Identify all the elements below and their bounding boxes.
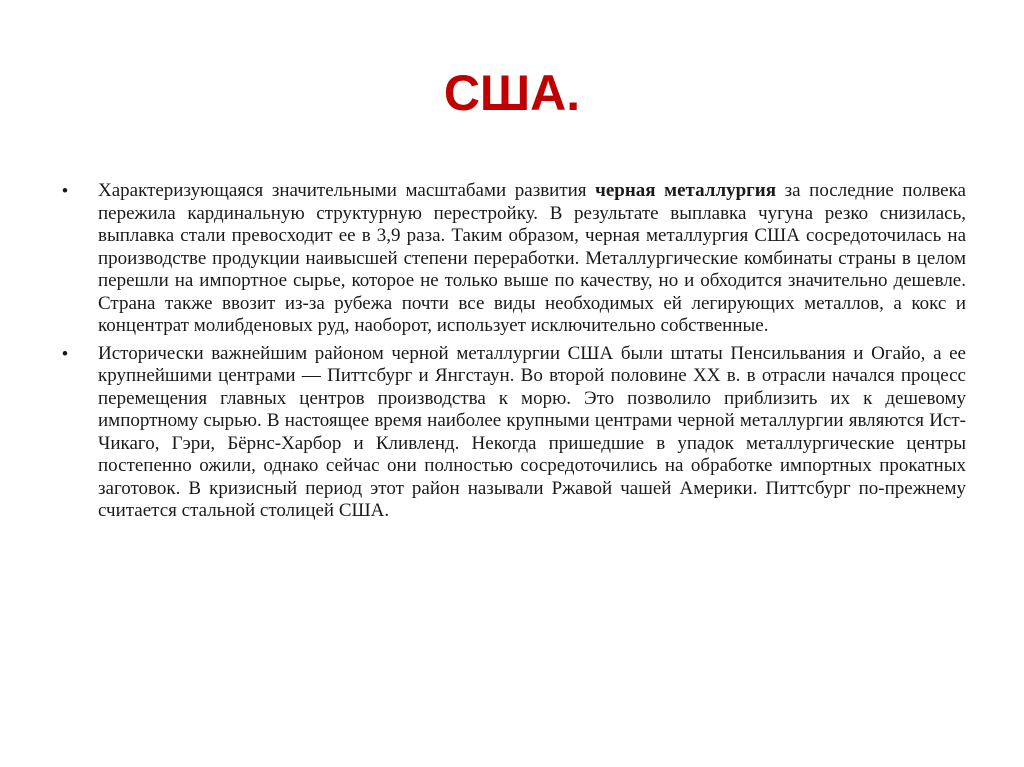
bullet-text-rest: за последние полвека пережила кардинальную структурную перестройку. В результате выплавка чугуна резко снизилась, выплавка стали превосходит ее в 3,9 раза. Таким образом, черная металлургия США сосредоточилась на производстве продукции наивысшей степени переработки. Металлургические комбинаты страны в целом перешли на импортное сырье, которое не только выше по качеству, но и обходится значительно дешевле. Страна также ввозит из-за рубежа почти все виды необходимых ей легирующих металлов, а кокс и концентрат молибденовых руд, наоборот, использует исключительно собственные. — [98, 180, 966, 336]
bullet-item-metallurgy-restructuring — [62, 180, 966, 338]
slide-title: США. — [443, 65, 581, 121]
bullet-icon: • — [62, 181, 68, 200]
bullet-text-intro: Характеризующаяся значительными масштабами развития — [98, 180, 596, 201]
bullet-text — [98, 180, 966, 338]
bullet-item-metallurgy-regions — [62, 343, 966, 523]
bullet-icon: • — [62, 343, 68, 363]
bullet-text-emphasis: черная металлургия — [595, 180, 777, 201]
bullet-text: Исторически важнейшим районом черной металлургии США были штаты Пенсильвания и Огайо, а ее крупнейшими центрами — Питтсбург и Янгстаун. Во второй половине XX в. в отрасли начался процесс перемещения главных центров производства к морю. Это позволило приблизить их к дешевому импортному сырью. В настоящее время наиболее крупными центрами черной металлургии являются Ист-Чикаго, Гэри, Бёрнс-Харбор и Кливленд. Некогда пришедшие в упадок металлургические центры постепенно ожили, однако сейчас они полностью сосредоточились на обработке импортных прокатных заготовок. В кризисный период этот район называли Ржавой чашей Америки. Питтсбург по-прежнему считается стальной столицей США. — [98, 342, 966, 521]
bullet-list — [62, 180, 966, 528]
